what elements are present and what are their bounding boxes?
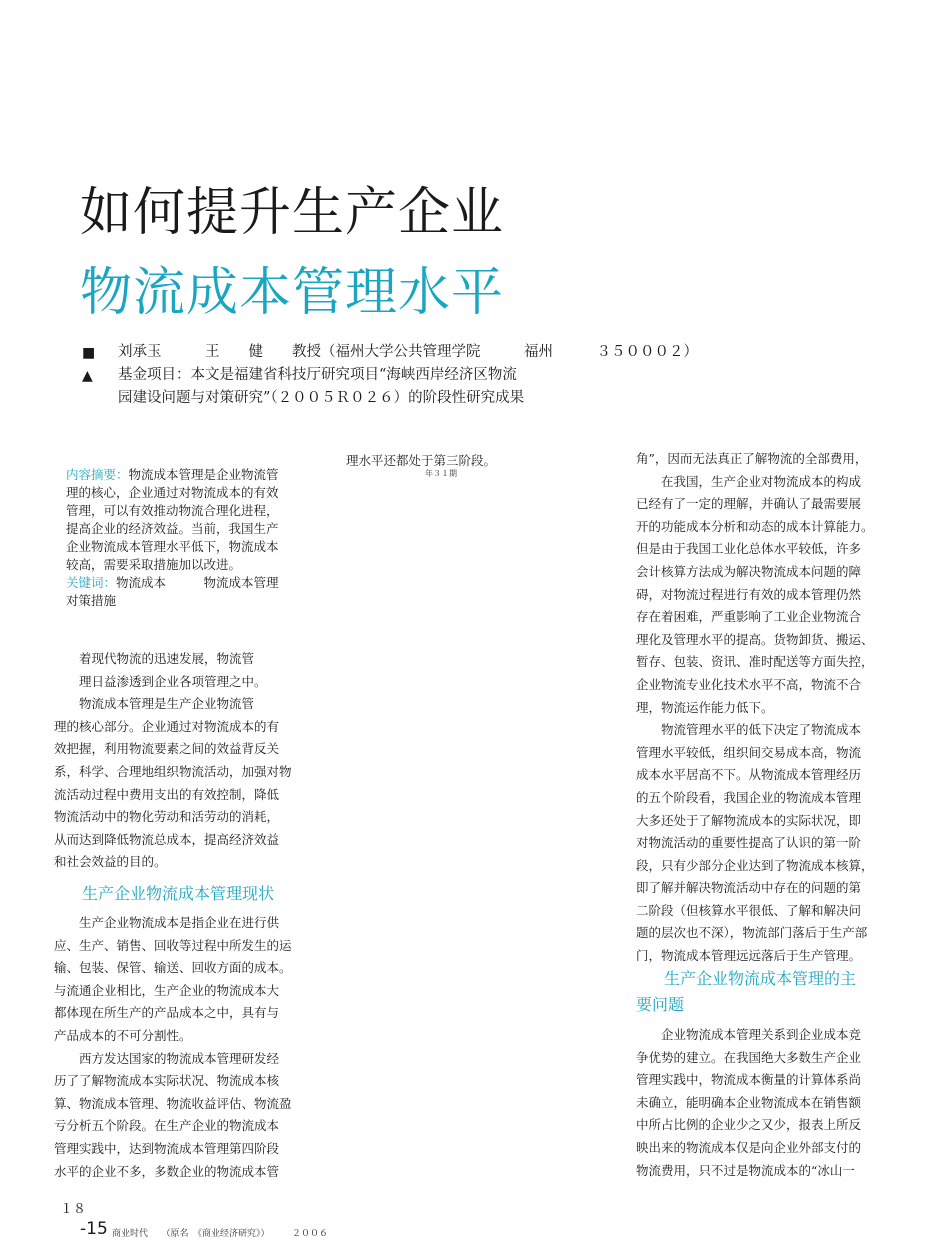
keywords-label: 关键词： [66,575,117,590]
issue-label: 年３１期 [425,469,457,478]
col3-text-b [636,1024,861,1182]
abstract-block [66,466,317,610]
col1-body [54,912,292,1183]
text-line: 理日益渗透到企业各项管理之中。 [54,673,267,689]
text-line: 开的功能成本分析和动态的成本计算能力。 [636,518,874,534]
text-line: 算、物流成本管理、物流收益评估、物流盈 [54,1095,292,1111]
text-line: 在我国，生产企业对物流成本的构成 [636,473,862,489]
text-line: 历了了解物流成本实际状况、物流成本核 [54,1073,280,1089]
text-line: 中所占比例的企业少之又少，报表上所反 [636,1117,862,1133]
issue-number: １８ [60,1202,87,1217]
col1-intro [54,648,292,874]
text-line: 管理水平较低，组织间交易成本高，物流 [636,744,862,760]
text-line: 应、生产、销售、回收等过程中所发生的运 [54,937,292,953]
text-line: 企业物流成本管理关系到企业成本竞 [636,1027,862,1042]
text-line: 即了解并解决物流活动中存在的问题的第 [636,880,862,896]
text-line: 亏分析五个阶段。在生产企业的物流成本 [54,1118,280,1134]
text-line: 但是由于我国工业化总体水平较低，许多 [636,541,862,557]
text-line: 水平的企业不多，多数企业的物流成本管 [54,1163,280,1179]
text-line: 对物流活动的重要性提高了认识的第一阶 [636,835,862,851]
text-line: 生产企业物流成本是指企业在进行供 [54,915,280,930]
text-line: 物流活动中的物化劳动和活劳动的消耗， [54,809,280,825]
text-line: 会计核算方法成为解决物流成本问题的障 [636,563,862,579]
text-line: 管理实践中，物流成本衡量的计算体系尚 [636,1072,862,1088]
text-line: 题的层次也不深），物流部门落后于生产部 [636,925,868,941]
abstract-text: 物流成本管理是企业物流管理的核心，企业通过对物流成本的有效管理，可以有效推动物流合理化进程，提高企业的经济效益。当前，我国生产企业物流成本管理水平低下，物流成本较高，需要采取措施加以改进。 [66,467,279,572]
text-line: 企业物流专业化技术水平不高，物流不合 [636,676,862,692]
text-line: 门，物流成本管理远远落后于生产管理。 [636,948,862,964]
text-line: 流活动过程中费用支出的有效控制，降低 [54,786,280,802]
text-line: 映出来的物流成本仅是向企业外部支付的 [636,1139,862,1155]
text-line: 都体现在所生产的产品成本之中，具有与 [54,1005,280,1021]
text-line: 暂存、包装、资讯、准时配送等方面失控， [636,654,874,670]
text-line: 理化及管理水平的提高。货物卸货、搬运、 [636,631,874,647]
text-line: 的五个阶段看，我国企业的物流成本管理 [636,789,862,805]
abstract-label: 内容摘要： [66,467,129,482]
text-line: 西方发达国家的物流成本管理研发经 [54,1050,280,1066]
text-line: 理的核心部分。企业通过对物流成本的有 [54,718,280,734]
text-line: 二阶段（但核算水平很低、了解和解决问 [636,902,862,918]
text-line: 效把握，利用物流要素之间的效益背反关 [54,741,280,757]
text-line: 输、包装、保管、输送、回收方面的成本。 [54,960,292,976]
text-line: 物流费用，只不过是物流成本的“冰山一 [636,1162,855,1178]
col2-line: 理水平还都处于第三阶段。 [346,453,497,468]
text-line: 与流通企业相比，生产企业的物流成本大 [54,982,280,998]
article-title-line1: 如何提升生产企业 [80,183,505,243]
fund-line-2: 园建设问题与对策研究”（２００５Ｒ０２６）的阶段性研究成果 [118,390,525,406]
text-line: 管理实践中，达到物流成本管理第四阶段 [54,1140,280,1156]
text-line: 物流管理水平的低下决定了物流成本 [636,722,862,738]
text-line: 和社会效益的目的。 [54,854,167,870]
text-line: 争优势的建立。在我国绝大多数生产企业 [636,1049,862,1065]
article-title-line2: 物流成本管理水平 [80,263,505,323]
text-line: 未确立，能明确本企业物流成本在销售额 [636,1094,862,1110]
section-heading-problems-line1: 生产企业物流成本管理的主 [664,969,857,988]
text-line: 物流成本管理是生产企业物流管 [54,696,255,712]
text-line: 成本水平居高不下。从物流成本管理经历 [636,767,862,783]
text-line: 大多还处于了解物流成本的实际状况，即 [636,812,862,828]
author-line: 刘承玉 王 健 教授（福州大学公共管理学院 福州 ３５０００２） [118,344,698,360]
fund-marker: ▲ [82,368,93,384]
section-heading-problems-line2: 要问题 [636,995,685,1014]
text-line: 已经有了一定的理解，并确认了最需要展 [636,496,862,512]
text-line: 理，物流运作能力低下。 [636,699,774,715]
text-line: 碍，对物流过程进行有效的成本管理仍然 [636,586,862,602]
section-heading-problems [636,966,856,1018]
author-marker: ■ [82,345,96,361]
section-heading-status: 生产企业物流成本管理现状 [82,884,275,903]
keywords-text: 物流成本 物流成本管理 对策措施 [66,575,317,608]
text-line: 段，只有少部分企业达到了物流成本核算， [636,857,874,873]
text-line: 产品成本的不可分割性。 [54,1027,192,1043]
text-line: 系，科学、合理地组织物流活动，加强对物 [54,763,292,779]
text-line: 从而达到降低物流总成本，提高经济效益 [54,831,280,847]
fund-line-1: 基金项目：本文是福建省科技厅研究项目“海峡西岸经济区物流 [118,367,517,383]
col3-text-a [636,448,874,968]
journal-footer: 商业时代 （原名 《商业经济研究》） ２００６ [112,1229,329,1239]
text-line: 角”，因而无法真正了解物流的全部费用， [636,451,868,466]
text-line: 着现代物流的迅速发展，物流管 [54,651,255,666]
page-number: -15 [80,1219,108,1239]
text-line: 存在着困难，严重影响了工业企业物流合 [636,609,862,625]
